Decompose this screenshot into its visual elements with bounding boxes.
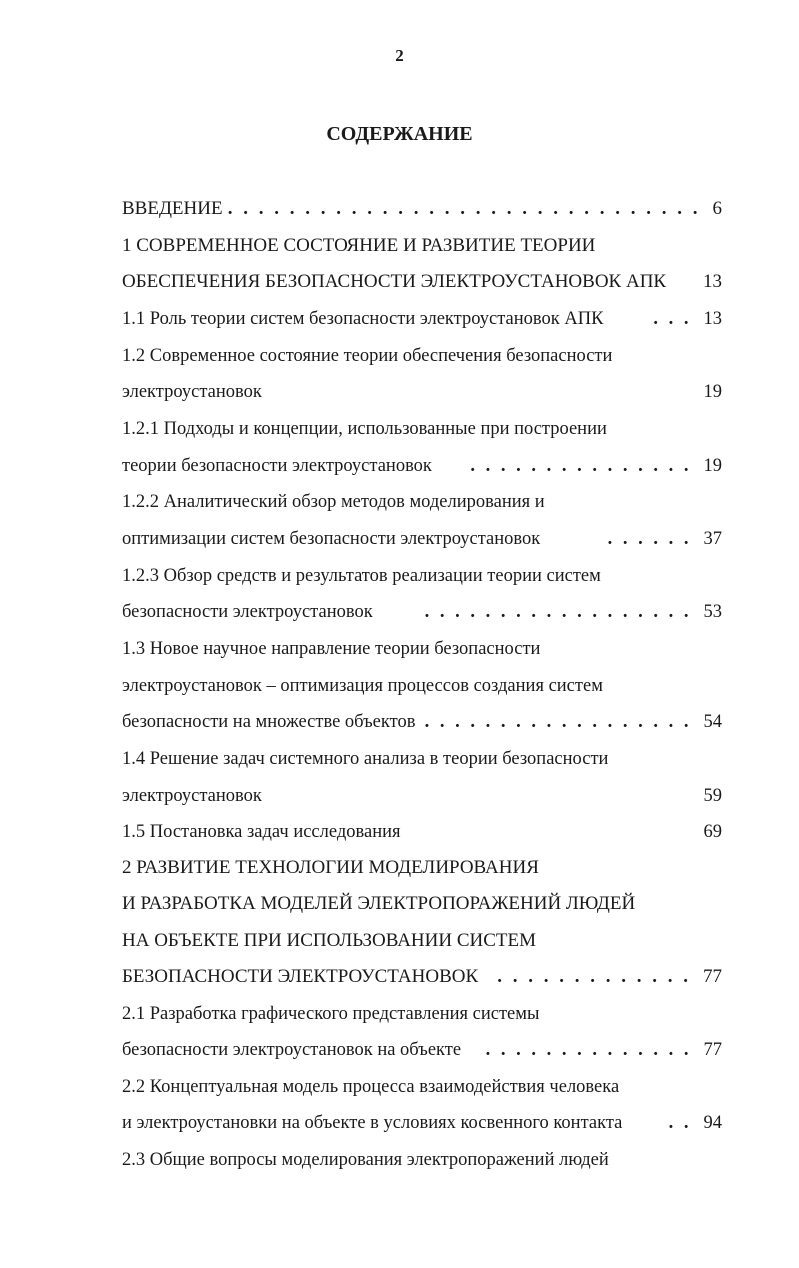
toc-line-text: 2.3 Общие вопросы моделирования электропоражений людей [122, 1150, 609, 1170]
toc-line-page: 77 [703, 1040, 722, 1060]
toc-line-page: 6 [712, 198, 722, 219]
toc-line-page: 37 [703, 529, 722, 549]
toc-line [122, 267, 722, 297]
toc-line [122, 377, 722, 407]
toc-line-text: 1.2.2 Аналитический обзор методов моделирования и [122, 492, 545, 512]
toc-line-text: безопасности электроустановок [122, 602, 373, 622]
toc-line-dots: . . . . . . . . . . . . . [497, 966, 691, 987]
toc-line-text: безопасности на множестве объектов [122, 712, 416, 732]
toc-line [122, 853, 722, 883]
toc-line-text: электроустановок [122, 786, 262, 806]
page-number: 2 [395, 46, 404, 65]
toc-line-page: 77 [703, 966, 722, 987]
toc-line [122, 1108, 722, 1138]
toc-line-text: безопасности электроустановок на объекте [122, 1040, 462, 1060]
toc-line-text: оптимизации систем безопасности электроустановок [122, 529, 541, 549]
toc-line-text: 1.3 Новое научное направление теории безопасности [122, 639, 541, 659]
toc-line [122, 671, 722, 701]
toc-line [122, 781, 722, 811]
toc-line [122, 1072, 722, 1102]
toc-line-page: 19 [703, 382, 722, 402]
toc-line-dots: . . . . . . . . . . . . . . . . . . . . . . . . . . . . . . . [227, 198, 701, 219]
toc-line-text: электроустановок – оптимизация процессов создания систем [122, 676, 603, 696]
toc-line [122, 999, 722, 1029]
toc-line [122, 634, 722, 664]
toc-line [122, 889, 722, 919]
toc-line [122, 304, 722, 334]
toc-line-text: 1.2.1 Подходы и концепции, использованные при построении [122, 419, 607, 439]
toc-line [122, 962, 722, 992]
toc-line-page: 13 [703, 309, 722, 329]
toc-line [122, 597, 722, 627]
toc-line-text: ОБЕСПЕЧЕНИЯ БЕЗОПАСНОСТИ ЭЛЕКТРОУСТАНОВОК АПК [122, 271, 667, 292]
toc-line-text: 1.1 Роль теории систем безопасности электроустановок АПК [122, 309, 604, 329]
toc-line [122, 1145, 722, 1175]
toc-line [122, 744, 722, 774]
toc-line-dots: . . . . . . . . . . . . . . [485, 1040, 692, 1060]
toc-line-text: БЕЗОПАСНОСТИ ЭЛЕКТРОУСТАНОВОК [122, 966, 479, 987]
toc-line [122, 817, 722, 847]
toc-line-text: и электроустановки на объекте в условиях косвенного контакта [122, 1113, 623, 1133]
toc-line-dots: . . . [653, 309, 692, 329]
toc-line-text: 1.2 Современное состояние теории обеспечения безопасности [122, 346, 613, 366]
toc-line-dots: . . . . . . [607, 529, 692, 549]
toc-line-page: 59 [703, 786, 722, 806]
toc-line-text: теории безопасности электроустановок [122, 456, 432, 476]
toc-line-text: электроустановок [122, 382, 262, 402]
page-title: СОДЕРЖАНИЕ [326, 123, 473, 145]
toc-line-text: 1.4 Решение задач системного анализа в теории безопасности [122, 749, 609, 769]
toc-line-text: 2.1 Разработка графического представления системы [122, 1004, 540, 1024]
toc-line-page: 53 [703, 602, 722, 622]
toc-line [122, 1035, 722, 1065]
toc-line [122, 341, 722, 371]
toc-line [122, 414, 722, 444]
toc-line [122, 231, 722, 261]
toc-line-text: НА ОБЪЕКТЕ ПРИ ИСПОЛЬЗОВАНИИ СИСТЕМ [122, 930, 537, 951]
toc-line-page: 94 [703, 1113, 722, 1133]
toc-line [122, 451, 722, 481]
toc-line [122, 487, 722, 517]
toc-line-dots: . . . . . . . . . . . . . . . . . . [424, 602, 692, 622]
toc-line [122, 926, 722, 956]
toc-line-text: ВВЕДЕНИЕ [122, 198, 223, 219]
toc-line [122, 561, 722, 591]
toc-line-dots: . . [668, 1113, 692, 1133]
toc-line-text: И РАЗРАБОТКА МОДЕЛЕЙ ЭЛЕКТРОПОРАЖЕНИЙ ЛЮДЕЙ [122, 893, 636, 914]
toc-line-page: 13 [703, 271, 722, 292]
toc-line-page: 69 [703, 822, 722, 842]
toc-line-text: 1.2.3 Обзор средств и результатов реализации теории систем [122, 566, 601, 586]
toc-line-text: 2.2 Концептуальная модель процесса взаимодействия человека [122, 1077, 620, 1097]
toc-line [122, 524, 722, 554]
toc-line-page: 54 [703, 712, 722, 732]
toc-line [122, 194, 722, 224]
toc-line-text: 2 РАЗВИТИЕ ТЕХНОЛОГИИ МОДЕЛИРОВАНИЯ [122, 857, 539, 878]
toc-line [122, 707, 722, 737]
toc-line-text: 1 СОВРЕМЕННОЕ СОСТОЯНИЕ И РАЗВИТИЕ ТЕОРИИ [122, 235, 596, 256]
toc-line-dots: . . . . . . . . . . . . . . . . . . [424, 712, 692, 732]
toc-line-dots: . . . . . . . . . . . . . . . [470, 456, 692, 476]
toc-line-page: 19 [703, 456, 722, 476]
toc-line-text: 1.5 Постановка задач исследования [122, 822, 401, 842]
